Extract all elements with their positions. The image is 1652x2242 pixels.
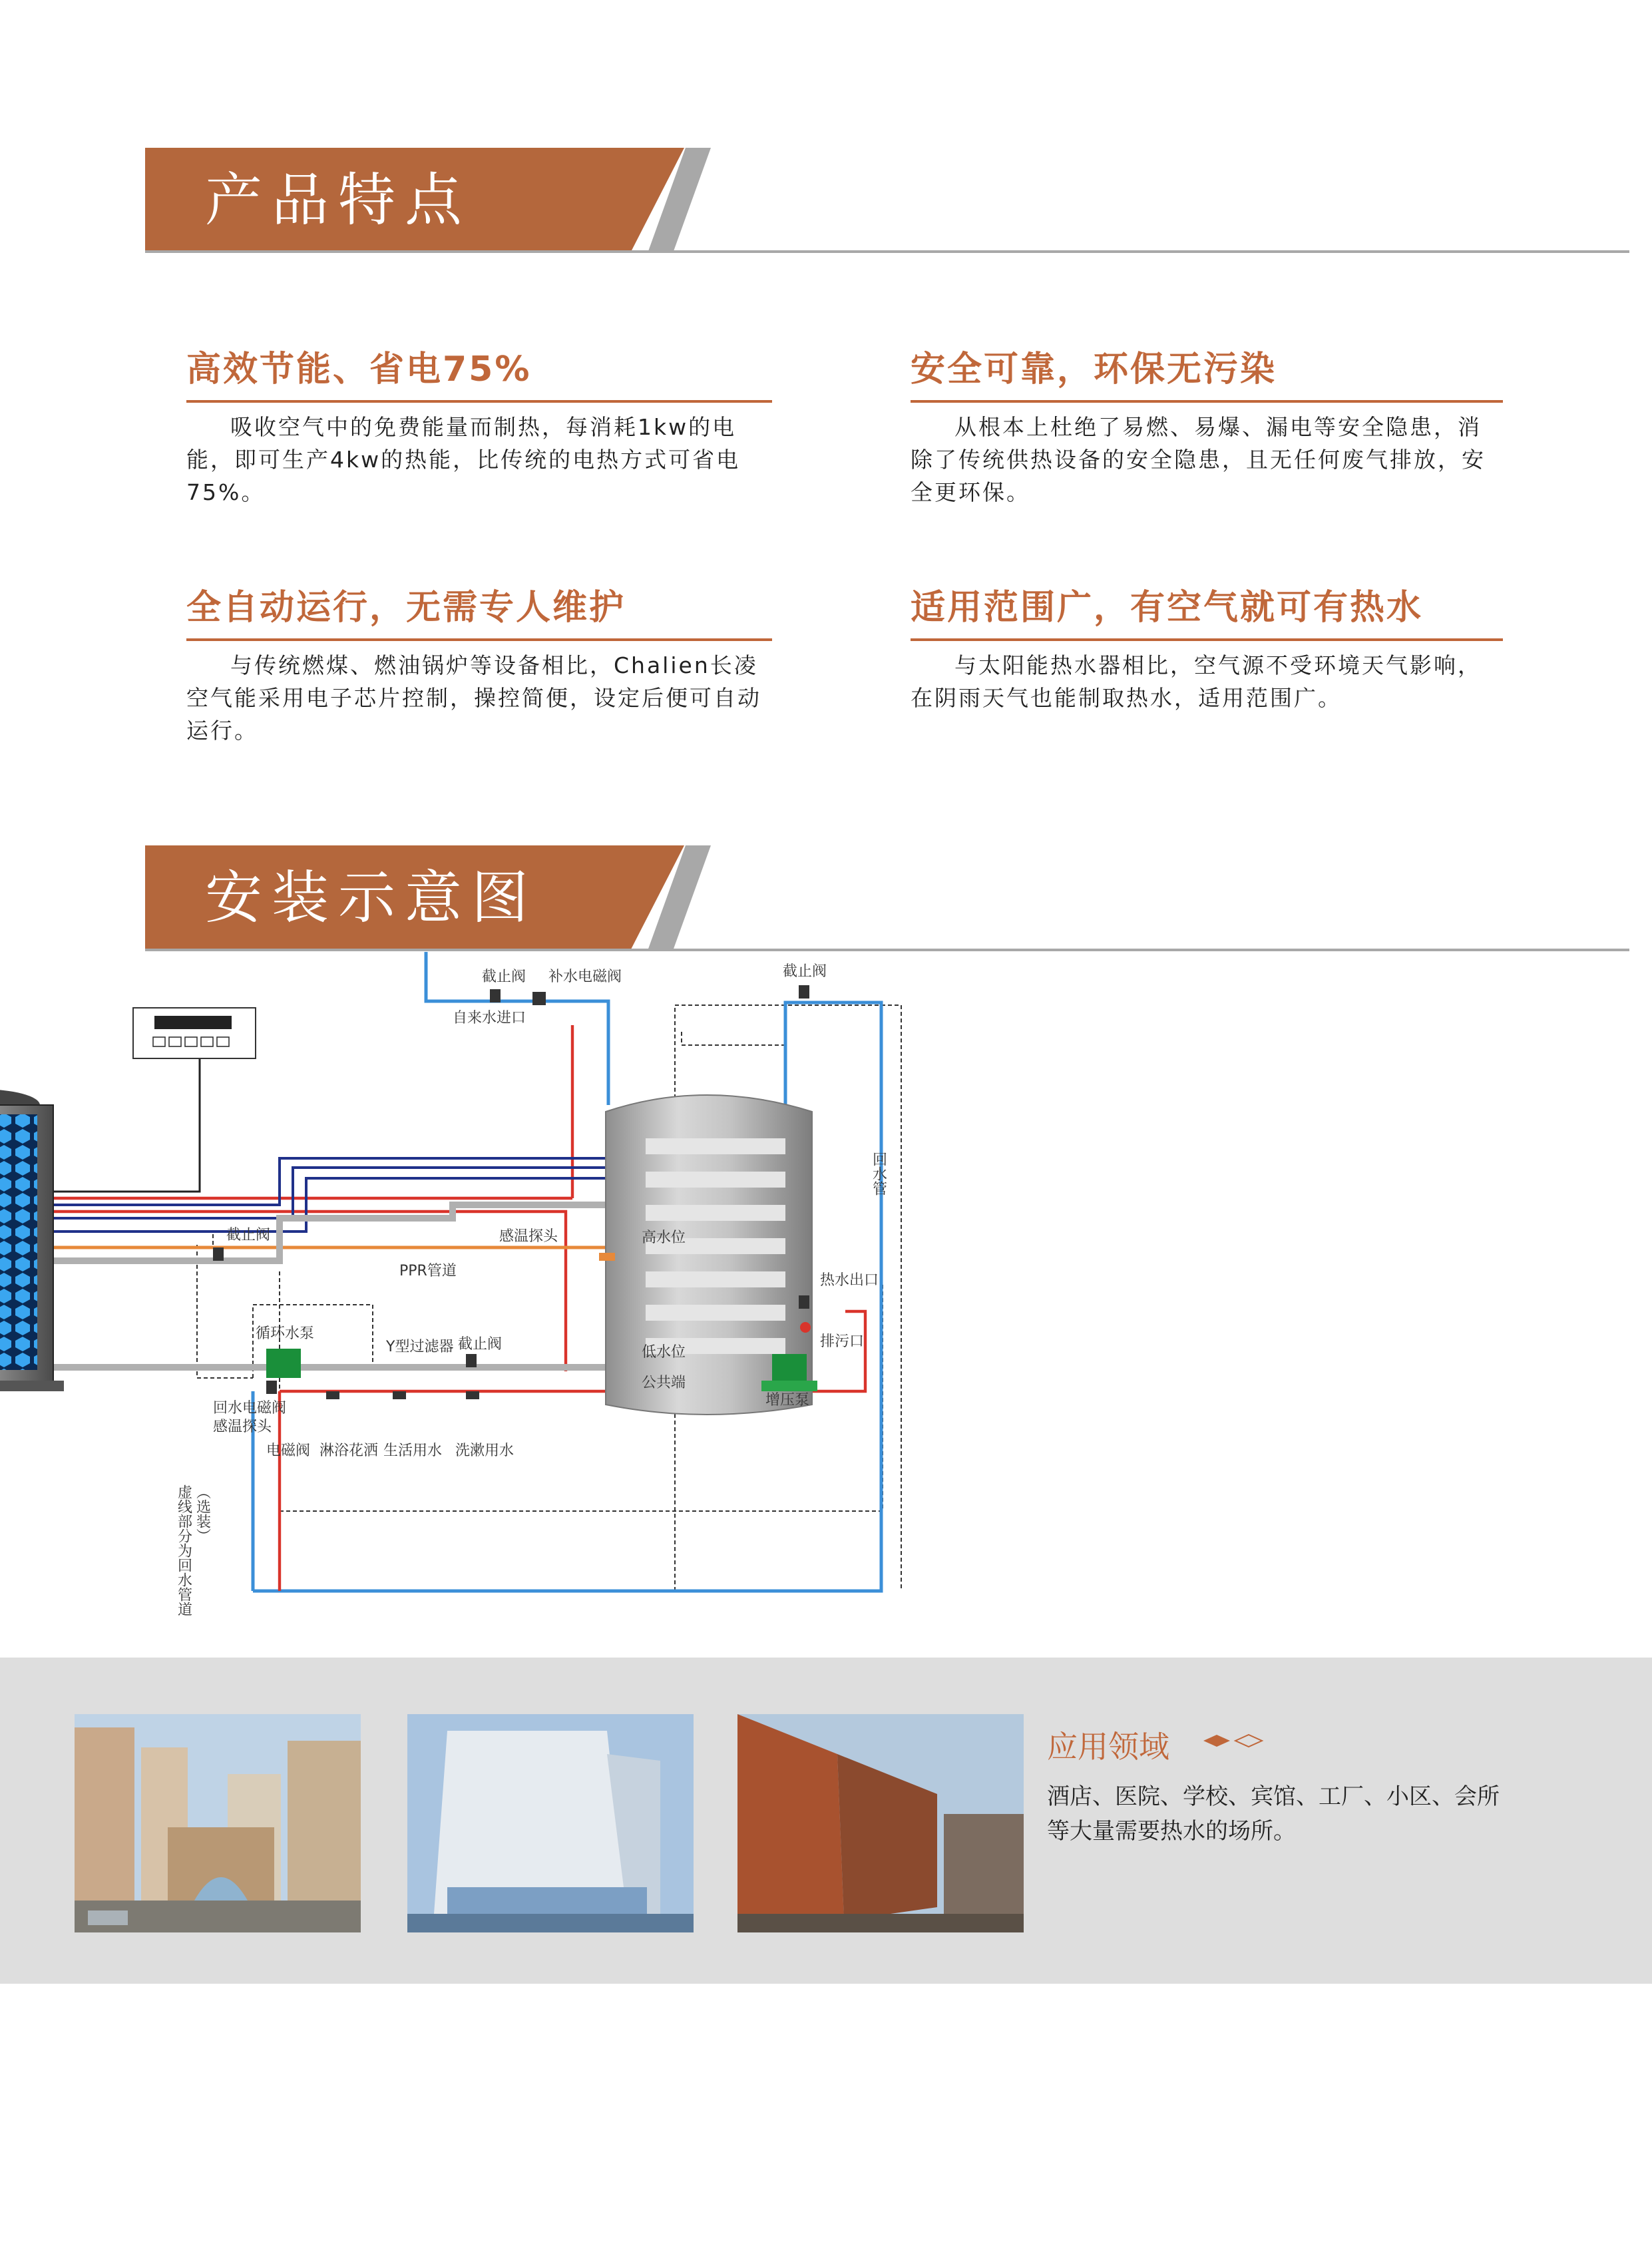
feature-rule: [186, 400, 772, 403]
label-return-solenoid: 回水电磁阀: [213, 1400, 287, 1417]
application-title: 应用领域: [1047, 1729, 1169, 1765]
label-circ-pump: 循环水泵: [256, 1325, 315, 1342]
label-solenoid: 电磁阀: [266, 1443, 311, 1459]
arrows-icon: [1198, 1732, 1271, 1749]
label-optional: （选装）: [194, 1484, 211, 1543]
label-domestic: 生活用水: [383, 1443, 443, 1459]
label-hot-outlet: 热水出口: [820, 1272, 879, 1289]
label-high-level: 高水位: [642, 1230, 686, 1246]
label-booster-pump: 增压泵: [765, 1392, 810, 1409]
feature-automatic: [186, 579, 772, 747]
label-low-level: 低水位: [642, 1344, 686, 1361]
photo-hospital-building: [407, 1714, 694, 1932]
feature-text: 与传统燃煤、燃油锅炉等设备相比，Chalien长凌空气能采用电子芯片控制，操控简便，设定后便可自动运行。: [186, 652, 761, 744]
feature-title: 全自动运行，无需专人维护: [186, 588, 626, 628]
heat-pump-unit: [0, 1089, 64, 1391]
feature-text: 与太阳能热水器相比，空气源不受环境天气影响，在阴雨天气也能制取热水，适用范围广。: [911, 652, 1482, 711]
feature-rule: [911, 400, 1503, 403]
label-drain: 排污口: [820, 1333, 865, 1350]
label-stop-valve-2: 截止阀: [783, 963, 827, 980]
feature-wide-range: [911, 579, 1503, 714]
features-banner: [145, 148, 871, 253]
controller-panel: [133, 1008, 256, 1058]
feature-title: 高效节能、省电75%: [186, 349, 532, 389]
photo-residential-complex: [75, 1714, 361, 1932]
photo-campus-building: [737, 1714, 1024, 1932]
label-y-filter: Y型过滤器: [386, 1339, 454, 1355]
feature-title: 适用范围广，有空气就可有热水: [911, 588, 1424, 628]
feature-rule: [186, 638, 772, 641]
circulation-pump-icon: [266, 1349, 301, 1378]
label-stop-valve-4: 截止阀: [458, 1336, 503, 1353]
install-banner: [145, 845, 871, 951]
features-title: 产品特点: [205, 167, 471, 234]
label-common: 公共端: [642, 1375, 686, 1391]
label-temp-probe-2: 感温探头: [213, 1419, 272, 1435]
install-title: 安装示意图: [205, 865, 538, 931]
label-stop-valve-3: 截止阀: [226, 1227, 271, 1243]
drain-valve-icon: [800, 1322, 811, 1333]
label-shower: 淋浴花洒: [319, 1443, 379, 1459]
feature-efficiency: [186, 341, 772, 509]
label-temp-probe: 感温探头: [499, 1228, 558, 1245]
feature-text: 从根本上杜绝了易燃、易爆、漏电等安全隐患，消除了传统供热设备的安全隐患，且无任何废气排放，安全更环保。: [911, 414, 1486, 505]
application-text: 酒店、医院、学校、宾馆、工厂、小区、会所等大量需要热水的场所。: [1047, 1783, 1500, 1845]
installation-diagram: [175, 952, 1331, 1631]
label-makeup-valve: 补水电磁阀: [548, 969, 622, 985]
label-tap-inlet: 自来水进口: [453, 1010, 526, 1026]
label-dashed-note: 虚线部分为回水管道: [175, 1484, 192, 1616]
label-ppr-pipe: PPR管道: [399, 1263, 457, 1279]
features-divider: [145, 250, 1629, 253]
install-divider: [145, 949, 1629, 951]
feature-title: 安全可靠，环保无污染: [911, 349, 1277, 389]
label-wash: 洗漱用水: [455, 1443, 515, 1459]
feature-rule: [911, 638, 1503, 641]
label-stop-valve-1: 截止阀: [482, 969, 526, 985]
feature-safety: [911, 341, 1503, 509]
label-return-pipe: 回水管: [870, 1152, 887, 1196]
feature-text: 吸收空气中的免费能量而制热，每消耗1kw的电能，即可生产4kw的热能，比传统的电热方式可省电75%。: [186, 414, 741, 505]
